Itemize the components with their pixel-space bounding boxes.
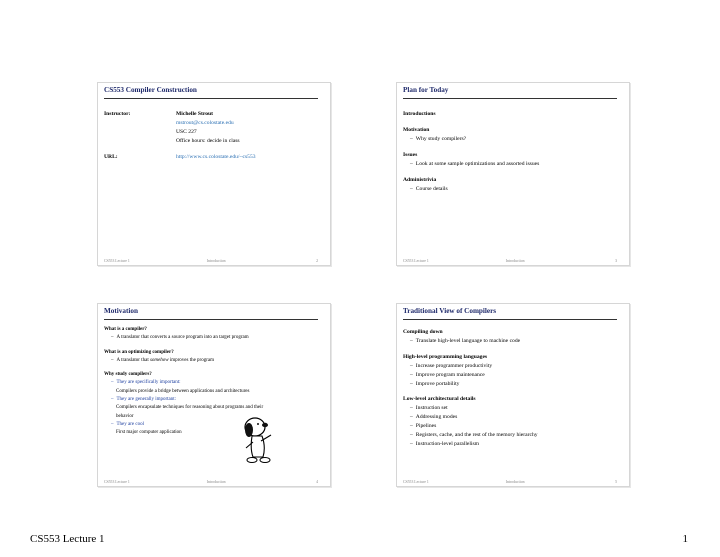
footer-lecture: CS553 Lecture 1: [403, 480, 429, 484]
section-heading: Compiling down: [403, 329, 443, 335]
instructor-email-link[interactable]: mstrout@cs.colostate.edu: [176, 120, 234, 126]
slide-body: [104, 110, 320, 162]
footer-page-number: 3: [615, 259, 617, 263]
footer-lecture: CS553 Lecture 1: [403, 259, 429, 263]
instructor-row: [104, 110, 320, 119]
section-item: – Translate high-level language to machine code: [403, 337, 619, 346]
reason-text: – They are cool: [104, 421, 320, 429]
office-text: USC 227: [176, 129, 197, 135]
footer-lecture: CS553 Lecture 1: [104, 480, 130, 484]
section-item: – Instruction set: [403, 404, 619, 413]
footer-topic: Introduction: [505, 259, 525, 263]
reason-detail: Compilers provide a bridge between applications and architectures: [116, 388, 250, 394]
title-rule: [104, 98, 318, 99]
slide-title: CS553 Compiler Construction: [104, 86, 197, 94]
section-item: – Pipelines: [403, 422, 619, 431]
section-item: – Registers, cache, and the rest of the memory hierarchy: [403, 431, 619, 440]
title-rule: [403, 319, 617, 320]
plan-item-heading: Motivation: [403, 127, 430, 133]
reason-detail: Compilers encapsulate techniques for reasoning about programs and their behavior: [116, 405, 264, 419]
section-heading: Low-level architectural details: [403, 396, 476, 403]
question-heading: Why study compilers?: [104, 372, 152, 378]
office-row: [104, 128, 320, 137]
slide-body: [104, 326, 320, 438]
hours-row: [104, 137, 320, 146]
slide-motivation: [97, 303, 331, 487]
instructor-name: Michelle Strout: [176, 111, 214, 117]
office-hours-text: Office hours: decide in class: [176, 138, 240, 144]
reason-text: – They are generally important:: [104, 396, 320, 404]
slide-course-info: [97, 82, 331, 266]
answer-text: – A translator that somehow improves the program: [104, 357, 320, 365]
answer-text: – A translator that converts a source program into an target program: [104, 334, 320, 342]
question-heading: What is an optimizing compiler?: [104, 349, 174, 355]
reason-detail: First major computer application: [116, 430, 182, 436]
section-item: – Improve program maintenance: [403, 371, 619, 380]
page-footer-number: 1: [682, 533, 688, 545]
footer-topic: Introduction: [505, 480, 525, 484]
url-label: URL:: [104, 154, 118, 160]
footer-topic: Introduction: [206, 480, 226, 484]
url-row: [104, 153, 320, 162]
slide-plan-for-today: [396, 82, 630, 266]
instructor-label: Instructor:: [104, 111, 131, 117]
footer-page-number: 4: [316, 480, 318, 484]
course-url-link[interactable]: http://www.cs.colostate.edu/~cs553: [176, 154, 256, 160]
page-footer-lecture: CS553 Lecture 1: [30, 533, 105, 545]
plan-item-detail: – Why study compilers?: [403, 135, 619, 144]
slide-title: Traditional View of Compilers: [403, 307, 497, 315]
section-item: – Improve portability: [403, 380, 619, 389]
snoopy-clipart-image: [238, 415, 278, 470]
title-rule: [403, 98, 617, 99]
footer-topic: Introduction: [206, 259, 226, 263]
slide-body: [403, 328, 619, 449]
emphasis-text: somehow: [149, 357, 169, 363]
footer-page-number: 5: [615, 480, 617, 484]
section-heading: High-level programming languages: [403, 353, 488, 360]
question-heading: What is a compiler?: [104, 327, 147, 332]
plan-item-detail: – Course details: [403, 185, 619, 194]
title-rule: [104, 319, 318, 320]
slide-traditional-view: [396, 303, 630, 487]
plan-item-detail: – Look at some sample optimizations and assorted issues: [403, 160, 619, 169]
section-item: – Addressing modes: [403, 413, 619, 422]
plan-item-heading: Issues: [403, 152, 418, 158]
section-item: – Increase programmer productivity: [403, 362, 619, 371]
slide-title: Motivation: [104, 307, 138, 315]
section-item: – Instruction-level parallelism: [403, 440, 619, 449]
reason-text: – They are specifically important:: [104, 379, 320, 387]
slide-body: [403, 110, 619, 194]
footer-lecture: CS553 Lecture 1: [104, 259, 130, 263]
slide-title: Plan for Today: [403, 86, 449, 94]
plan-item-heading: Administrivia: [403, 177, 437, 183]
footer-page-number: 2: [316, 259, 318, 263]
plan-item-heading: Introductions: [403, 111, 436, 117]
email-row: [104, 119, 320, 128]
